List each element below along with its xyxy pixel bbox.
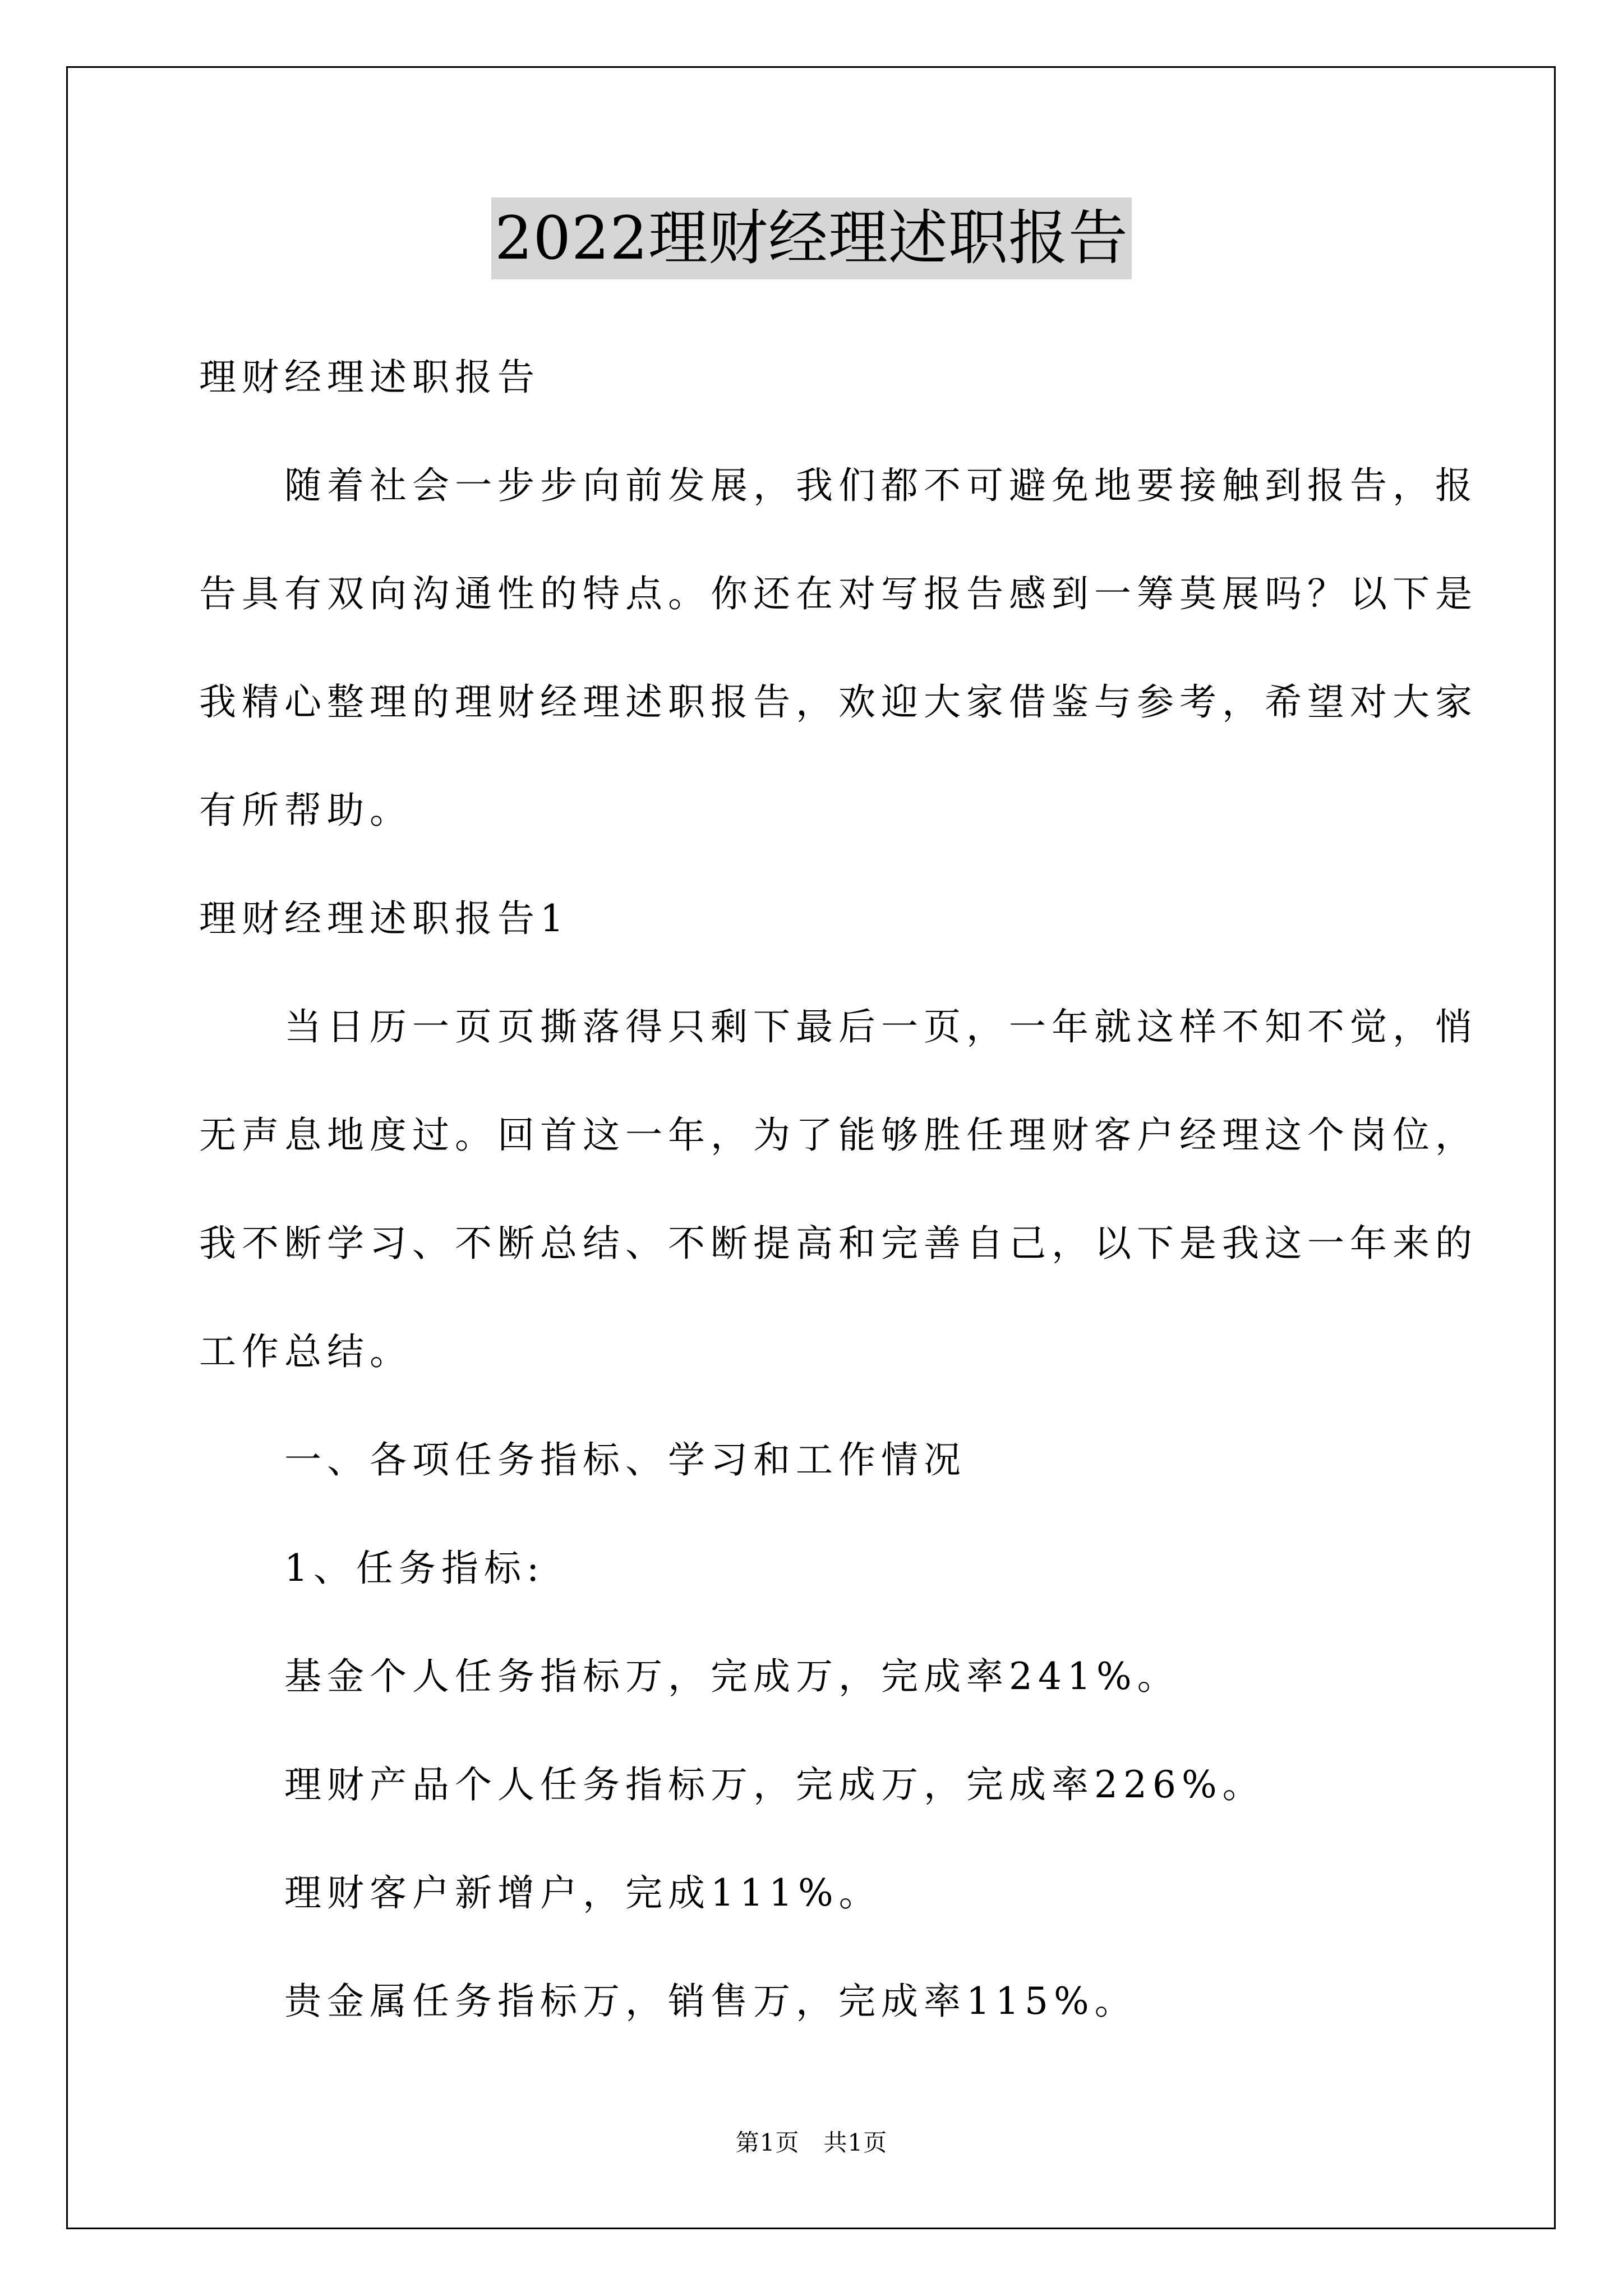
section-heading: 理财经理述职报告1 <box>199 897 569 940</box>
intro-line: 我精心整理的理财经理述职报告，欢迎大家借鉴与参考，希望对大家 <box>199 680 1478 724</box>
section-line: 无声息地度过。回首这一年，为了能够胜任理财客户经理这个岗位， <box>199 1114 1478 1157</box>
section-line: 当日历一页页撕落得只剩下最后一页，一年就这样不知不觉，悄 <box>199 1005 1478 1048</box>
section-line: 工作总结。 <box>199 1330 412 1373</box>
document-title: 2022理财经理述职报告 <box>491 197 1132 279</box>
metric-line: 基金个人任务指标万，完成万，完成率241%。 <box>199 1655 1180 1698</box>
metric-line: 贵金属任务指标万，销售万，完成率115%。 <box>199 1980 1137 2023</box>
intro-line: 有所帮助。 <box>199 789 412 832</box>
metric-line: 理财产品个人任务指标万，完成万，完成率226%。 <box>199 1763 1265 1806</box>
intro-line: 告具有双向沟通性的特点。你还在对写报告感到一筹莫展吗？以下是 <box>199 572 1478 615</box>
metric-line: 理财客户新增户，完成111%。 <box>199 1871 882 1915</box>
document-subtitle: 理财经理述职报告 <box>199 356 540 399</box>
item-heading: 1、任务指标: <box>199 1547 545 1590</box>
section-line: 我不断学习、不断总结、不断提高和完善自己，以下是我这一年来的 <box>199 1222 1478 1265</box>
intro-line: 随着社会一步步向前发展，我们都不可避免地要接触到报告，报 <box>199 464 1478 507</box>
part-heading: 一、各项任务指标、学习和工作情况 <box>199 1438 966 1481</box>
title-container <box>0 197 1623 279</box>
page-number: 第1页 共1页 <box>735 2129 888 2156</box>
